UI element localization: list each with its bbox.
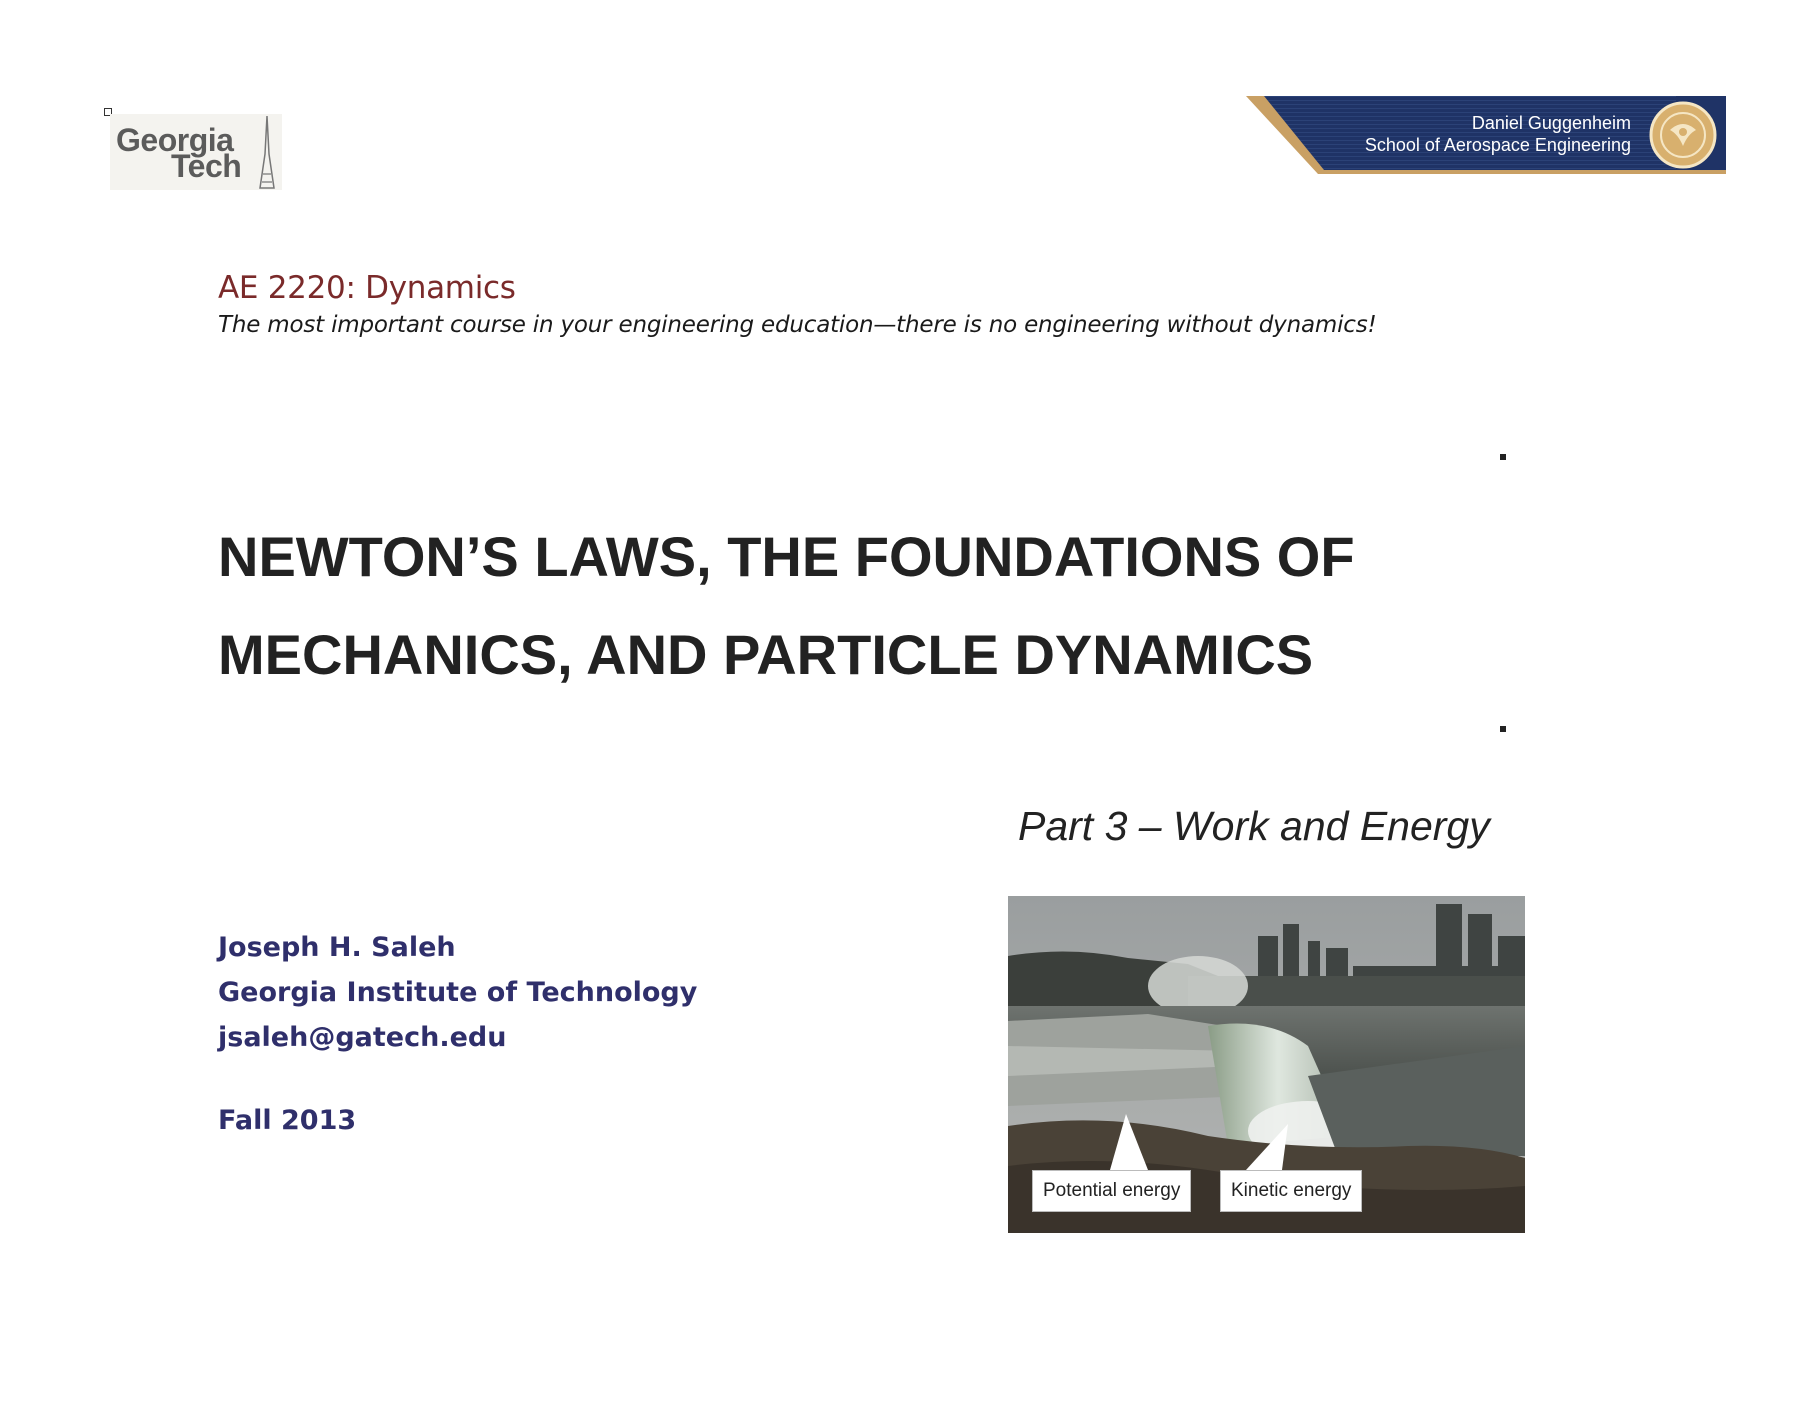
course-title: AE 2220: Dynamics bbox=[218, 270, 516, 306]
seal-icon bbox=[1648, 100, 1718, 170]
banner-line-2: School of Aerospace Engineering bbox=[1364, 135, 1631, 155]
main-title-line-1: NEWTON’S LAWS, THE FOUNDATIONS OF bbox=[218, 525, 1355, 588]
tower-icon bbox=[256, 114, 278, 190]
term-label: Fall 2013 bbox=[218, 1105, 357, 1136]
aerospace-school-banner bbox=[1246, 96, 1726, 174]
author-name: Joseph H. Saleh bbox=[218, 932, 456, 963]
author-block bbox=[218, 925, 697, 1060]
callout-potential-energy: Potential energy bbox=[1032, 1170, 1191, 1212]
course-subtitle: The most important course in your engineering education—there is no engineering without dynamics! bbox=[218, 312, 1377, 338]
main-title-line-2: MECHANICS, AND PARTICLE DYNAMICS bbox=[218, 623, 1314, 686]
banner-line-1: Daniel Guggenheim bbox=[1471, 113, 1631, 133]
part-title: Part 3 – Work and Energy bbox=[1018, 803, 1490, 849]
main-title bbox=[218, 508, 1518, 704]
corner-marker bbox=[1500, 726, 1506, 732]
callout-kinetic-energy: Kinetic energy bbox=[1220, 1170, 1362, 1212]
waterfall-photo bbox=[1008, 896, 1525, 1233]
georgia-tech-logo bbox=[104, 104, 284, 186]
author-institution: Georgia Institute of Technology bbox=[218, 977, 698, 1008]
logo-word-tech: Tech bbox=[171, 148, 242, 184]
author-email: jsaleh@gatech.edu bbox=[218, 1022, 507, 1053]
corner-marker bbox=[1500, 454, 1506, 460]
logo-word-georgia: Georgia bbox=[116, 122, 234, 158]
